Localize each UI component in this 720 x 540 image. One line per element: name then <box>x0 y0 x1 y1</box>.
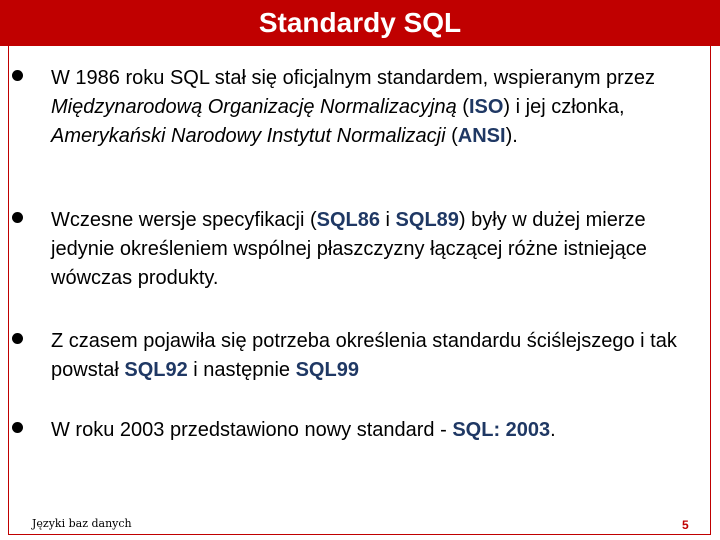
highlighted-term: SQL89 <box>395 209 459 231</box>
bullet-dot-icon <box>12 70 23 81</box>
page-number: 5 <box>682 518 689 532</box>
text-segment: Wczesne wersje specyfikacji ( <box>51 209 317 231</box>
bullet-dot-icon <box>12 333 23 344</box>
text-segment: i następnie <box>187 359 296 381</box>
text-segment: Z czasem pojawiła się potrzeba określenia standardu ściślejszego i tak powstał <box>51 330 677 381</box>
highlighted-term: SQL99 <box>295 359 359 381</box>
bullet-dot-icon <box>12 212 23 223</box>
text-segment: W roku 2003 przedstawiono nowy standard - <box>51 419 453 441</box>
text-segment: ) i jej członka, <box>503 96 625 118</box>
text-segment: i <box>379 209 396 231</box>
highlighted-term: SQL86 <box>316 209 380 231</box>
highlighted-term: SQL: 2003 <box>452 419 551 441</box>
bullet-text-1 <box>51 64 681 151</box>
bullet-text-2 <box>51 206 681 293</box>
highlighted-term: ISO <box>468 96 504 118</box>
italic-term: Amerykański Narodowy Instytut Normalizacji <box>51 125 446 147</box>
slide-title: Standardy SQL <box>0 0 720 46</box>
text-segment: ) były w dużej mierze jedynie określeniem wspólnej płaszczyzny łączącej różne istniejące wówczas produkty. <box>51 209 647 289</box>
bullet-text-3 <box>51 327 681 385</box>
text-segment: . <box>550 419 556 441</box>
text-segment: ( <box>456 96 469 118</box>
text-segment: ( <box>445 125 458 147</box>
bullet-dot-icon <box>12 422 23 433</box>
text-segment: ). <box>505 125 518 147</box>
text-segment: W 1986 roku SQL stał się oficjalnym standardem, wspieranym przez <box>51 67 655 89</box>
footer-course-name: Języki baz danych <box>32 517 132 530</box>
bullet-text-4 <box>51 416 681 445</box>
highlighted-term: ANSI <box>457 125 506 147</box>
highlighted-term: SQL92 <box>124 359 188 381</box>
italic-term: Międzynarodową Organizację Normalizacyjną <box>51 96 457 118</box>
